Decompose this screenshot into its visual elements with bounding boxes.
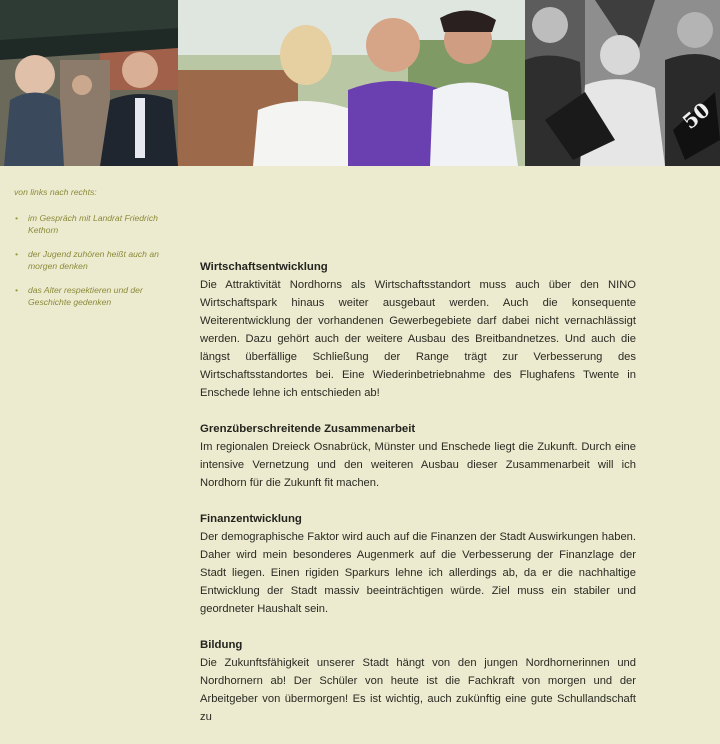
photo-respecting-elderly: [525, 0, 720, 166]
section-heading: Wirtschaftsentwicklung: [200, 261, 328, 273]
section-bildung: [200, 636, 636, 726]
book-cover-text: 50: [677, 97, 715, 134]
caption-list: [14, 212, 174, 308]
section-finanzentwicklung: [200, 510, 636, 618]
section-body: Der demographische Faktor wird auch auf die Finanzen der Stadt Auswirkungen haben. Daher wird mein besonderes Augenmerk auf die Verbesserung der Finanzlage der Stadt liegen. Einen rigiden Sparkurs lehne ich allerdings ab, da er die nachhaltige Entwicklung der Stadt massiv beeinträchtigen würde. Ziel muss ein stabiler und geordneter Haushalt sein.: [200, 531, 636, 615]
photo-listening-to-youth: [178, 0, 525, 166]
section-body: Die Zukunftsfähigkeit unserer Stadt hängt von den jungen Nordhornerinnen und Nordhornern ab! Der Schüler von heute ist die Fachkraft von morgen und der Arbeitgeber von übermorgen! Es ist wichtig, auch zukünftig eine gute Schullandschaft zu: [200, 657, 636, 723]
main-text: [200, 258, 636, 744]
section-body: Die Attraktivität Nordhorns als Wirtschaftsstandort muss auch über den NINO Wirtschaftspark hinaus weiter ausgebaut werden. Auch die konsequente Weiterentwicklung der vorhandenen Gewerbegebiete darf dabei nicht vernachlässigt werden. Dazu gehört auch der weitere Ausbau des Breitbandnetzes. Und auch die längst überfällige Schließung der Range trägt zur Verbesserung des Wirtschaftsstandortes bei. Eine Wiederinbetriebnahme des Flughafens Twente in Enschede lehne ich entschieden ab!: [200, 279, 636, 399]
photo-conversation-with-landrat: [0, 0, 178, 166]
section-body: Im regionalen Dreieck Osnabrück, Münster und Enschede liegt die Zukunft. Durch eine intensive Vernetzung und den weiteren Ausbau dieser Zusammenarbeit will ich Nordhorn für die Zukunft fit machen.: [200, 441, 636, 489]
section-heading: Grenzüberschreitende Zusammenarbeit: [200, 423, 416, 435]
section-wirtschaftsentwicklung: [200, 258, 636, 402]
photo-caption: [14, 186, 174, 320]
section-zusammenarbeit: [200, 420, 636, 492]
caption-title: von links nach rechts:: [14, 187, 97, 197]
caption-item: • im Gespräch mit Landrat Friedrich Kethorn: [14, 212, 174, 236]
caption-item: • das Alter respektieren und der Geschichte gedenken: [14, 284, 174, 308]
photo-strip: [0, 0, 720, 166]
section-heading: Finanzentwicklung: [200, 513, 302, 525]
caption-item: • der Jugend zuhören heißt auch an morgen denken: [14, 248, 174, 272]
section-heading: Bildung: [200, 639, 243, 651]
